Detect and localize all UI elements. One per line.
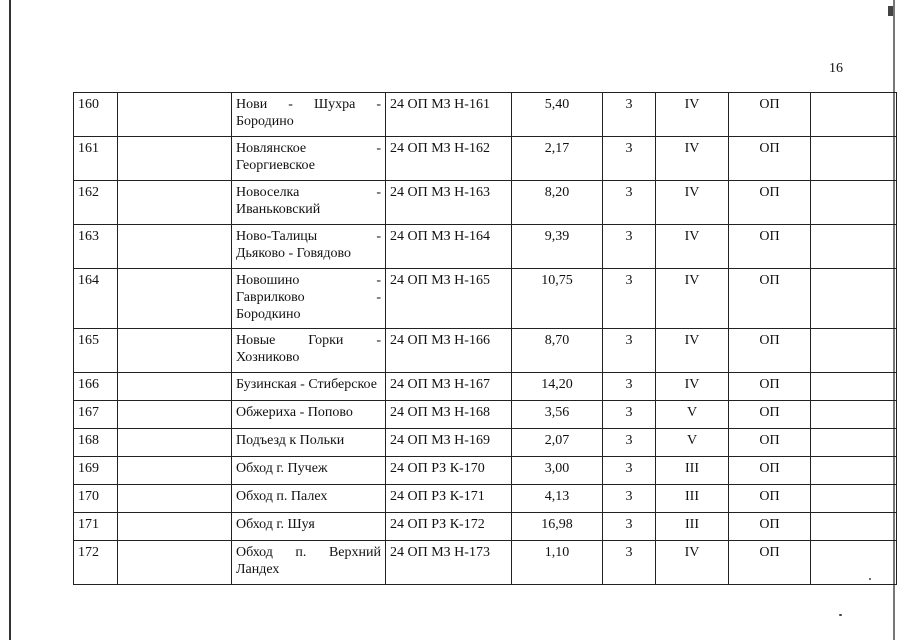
road-name-fragment: - (288, 97, 293, 112)
road-name-fragment: Верхний (328, 545, 381, 560)
empty-cell (811, 485, 897, 513)
road-code-cell: 24 ОП РЗ К-170 (386, 457, 512, 485)
road-name-fragment: - (376, 333, 381, 348)
page-number: 16 (829, 61, 843, 76)
length-km-cell: 3,56 (512, 401, 603, 429)
row-number-cell: 165 (74, 329, 118, 373)
road-name-fragment: Новоселка (236, 185, 300, 200)
road-code-cell: 24 ОП РЗ К-172 (386, 513, 512, 541)
significance-cell: ОП (729, 373, 811, 401)
significance-cell: ОП (729, 457, 811, 485)
road-name-line (236, 201, 381, 218)
category-cell: 3 (603, 541, 656, 585)
significance-cell: ОП (729, 429, 811, 457)
road-name-line (236, 245, 381, 262)
length-km-cell: 9,39 (512, 225, 603, 269)
empty-cell (118, 373, 232, 401)
row-number-cell: 163 (74, 225, 118, 269)
empty-cell (118, 485, 232, 513)
road-name-line (236, 228, 381, 245)
category-cell: 3 (603, 137, 656, 181)
road-class-cell: III (656, 485, 729, 513)
road-name-fragment: Иваньковский (236, 202, 321, 217)
table-row (74, 429, 897, 457)
empty-cell (118, 457, 232, 485)
row-number-cell: 170 (74, 485, 118, 513)
category-cell: 3 (603, 401, 656, 429)
empty-cell (811, 401, 897, 429)
road-name-line (236, 96, 381, 113)
road-name-fragment: Дьяково - Говядово (236, 246, 352, 261)
road-name-fragment: п. (295, 545, 307, 560)
road-name-fragment: - (376, 141, 381, 156)
length-km-cell: 10,75 (512, 269, 603, 329)
empty-cell (118, 329, 232, 373)
length-km-cell: 5,40 (512, 93, 603, 137)
empty-cell (811, 513, 897, 541)
table-row (74, 373, 897, 401)
length-km-cell: 8,70 (512, 329, 603, 373)
road-code-cell: 24 ОП МЗ Н-166 (386, 329, 512, 373)
scan-mark (888, 6, 893, 16)
significance-cell: ОП (729, 93, 811, 137)
significance-cell: ОП (729, 329, 811, 373)
road-name-fragment: Бородино (236, 114, 294, 129)
empty-cell (811, 137, 897, 181)
road-name-fragment: Бородкино (236, 307, 301, 322)
road-name-cell (232, 269, 386, 329)
table-row (74, 401, 897, 429)
row-number-cell: 168 (74, 429, 118, 457)
length-km-cell: 2,07 (512, 429, 603, 457)
empty-cell (811, 181, 897, 225)
significance-cell: ОП (729, 401, 811, 429)
significance-cell: ОП (729, 225, 811, 269)
roads-table (73, 92, 897, 585)
empty-cell (118, 401, 232, 429)
significance-cell: ОП (729, 541, 811, 585)
significance-cell: ОП (729, 269, 811, 329)
road-name-line (236, 349, 381, 366)
length-km-cell: 8,20 (512, 181, 603, 225)
road-name-cell (232, 401, 386, 429)
category-cell: 3 (603, 373, 656, 401)
road-class-cell: III (656, 513, 729, 541)
table-row (74, 485, 897, 513)
road-name-fragment: Ландех (236, 562, 280, 577)
road-name-fragment: Георгиевское (236, 158, 315, 173)
category-cell: 3 (603, 457, 656, 485)
road-name-fragment: Новошино (236, 273, 300, 288)
category-cell: 3 (603, 513, 656, 541)
category-cell: 3 (603, 329, 656, 373)
road-name-fragment: Ново-Талицы (236, 229, 318, 244)
road-class-cell: IV (656, 181, 729, 225)
road-name-fragment: Подъезд к Польки (236, 433, 345, 448)
road-class-cell: IV (656, 373, 729, 401)
length-km-cell: 4,13 (512, 485, 603, 513)
road-name-line (236, 332, 381, 349)
road-name-cell (232, 93, 386, 137)
road-name-fragment: Новые (236, 333, 276, 348)
road-name-line (236, 460, 381, 477)
table-row (74, 513, 897, 541)
road-code-cell: 24 ОП МЗ Н-167 (386, 373, 512, 401)
road-class-cell: IV (656, 269, 729, 329)
road-code-cell: 24 ОП МЗ Н-163 (386, 181, 512, 225)
road-name-line (236, 561, 381, 578)
length-km-cell: 14,20 (512, 373, 603, 401)
road-name-cell (232, 485, 386, 513)
empty-cell (811, 373, 897, 401)
empty-cell (118, 513, 232, 541)
road-name-line (236, 184, 381, 201)
length-km-cell: 16,98 (512, 513, 603, 541)
road-name-line (236, 140, 381, 157)
road-class-cell: IV (656, 225, 729, 269)
empty-cell (811, 225, 897, 269)
road-name-fragment: Обход п. Палех (236, 489, 328, 504)
road-code-cell: 24 ОП РЗ К-171 (386, 485, 512, 513)
road-name-cell (232, 429, 386, 457)
road-name-cell (232, 373, 386, 401)
road-name-line (236, 544, 381, 561)
table-row (74, 225, 897, 269)
row-number-cell: 169 (74, 457, 118, 485)
road-class-cell: V (656, 401, 729, 429)
road-name-line (236, 516, 381, 533)
table-row (74, 93, 897, 137)
row-number-cell: 162 (74, 181, 118, 225)
category-cell: 3 (603, 485, 656, 513)
length-km-cell: 2,17 (512, 137, 603, 181)
category-cell: 3 (603, 429, 656, 457)
road-name-cell (232, 513, 386, 541)
road-code-cell: 24 ОП МЗ Н-173 (386, 541, 512, 585)
empty-cell (811, 93, 897, 137)
significance-cell: ОП (729, 513, 811, 541)
road-code-cell: 24 ОП МЗ Н-165 (386, 269, 512, 329)
road-name-fragment: - (376, 229, 381, 244)
road-name-fragment: Бузинская - Стиберское (236, 377, 377, 392)
road-name-fragment: - (376, 97, 381, 112)
table-row (74, 137, 897, 181)
row-number-cell: 166 (74, 373, 118, 401)
road-name-fragment: - (376, 185, 381, 200)
category-cell: 3 (603, 225, 656, 269)
road-name-cell (232, 181, 386, 225)
road-name-cell (232, 541, 386, 585)
road-code-cell: 24 ОП МЗ Н-161 (386, 93, 512, 137)
empty-cell (118, 137, 232, 181)
table-row (74, 181, 897, 225)
road-name-fragment: Обход (236, 545, 273, 560)
empty-cell (118, 429, 232, 457)
road-name-fragment: Обход г. Пучеж (236, 461, 328, 476)
length-km-cell: 3,00 (512, 457, 603, 485)
empty-cell (811, 269, 897, 329)
road-name-cell (232, 329, 386, 373)
row-number-cell: 160 (74, 93, 118, 137)
row-number-cell: 161 (74, 137, 118, 181)
row-number-cell: 172 (74, 541, 118, 585)
category-cell: 3 (603, 181, 656, 225)
road-name-line (236, 289, 381, 306)
empty-cell (118, 181, 232, 225)
road-name-fragment: - (376, 290, 381, 305)
empty-cell (118, 541, 232, 585)
road-name-fragment: Нови (236, 97, 268, 112)
category-cell: 3 (603, 269, 656, 329)
road-name-fragment: Новлянское (236, 141, 307, 156)
road-code-cell: 24 ОП МЗ Н-169 (386, 429, 512, 457)
scan-speck (839, 614, 842, 616)
empty-cell (811, 429, 897, 457)
road-name-line (236, 157, 381, 174)
road-name-line (236, 376, 381, 393)
empty-cell (811, 329, 897, 373)
empty-cell (811, 541, 897, 585)
road-class-cell: V (656, 429, 729, 457)
road-name-line (236, 432, 381, 449)
road-class-cell: IV (656, 329, 729, 373)
road-code-cell: 24 ОП МЗ Н-168 (386, 401, 512, 429)
empty-cell (118, 93, 232, 137)
road-name-cell (232, 457, 386, 485)
row-number-cell: 171 (74, 513, 118, 541)
road-name-fragment: Шухра (313, 97, 356, 112)
road-code-cell: 24 ОП МЗ Н-162 (386, 137, 512, 181)
road-name-fragment: Обжериха - Попово (236, 405, 353, 420)
row-number-cell: 164 (74, 269, 118, 329)
road-name-fragment: Горки (308, 333, 344, 348)
road-name-fragment: Обход г. Шуя (236, 517, 315, 532)
empty-cell (811, 457, 897, 485)
road-name-line (236, 488, 381, 505)
road-class-cell: IV (656, 137, 729, 181)
scan-edge-line (9, 0, 11, 640)
length-km-cell: 1,10 (512, 541, 603, 585)
table-row (74, 457, 897, 485)
empty-cell (118, 225, 232, 269)
road-name-fragment: - (376, 273, 381, 288)
significance-cell: ОП (729, 485, 811, 513)
road-class-cell: IV (656, 93, 729, 137)
road-name-cell (232, 225, 386, 269)
category-cell: 3 (603, 93, 656, 137)
road-name-line (236, 272, 381, 289)
empty-cell (118, 269, 232, 329)
road-name-fragment: Хозниково (236, 350, 300, 365)
road-class-cell: IV (656, 541, 729, 585)
row-number-cell: 167 (74, 401, 118, 429)
table-row (74, 541, 897, 585)
road-name-fragment: Гаврилково (236, 290, 305, 305)
significance-cell: ОП (729, 137, 811, 181)
road-name-line (236, 306, 381, 323)
road-code-cell: 24 ОП МЗ Н-164 (386, 225, 512, 269)
table-row (74, 269, 897, 329)
road-name-line (236, 404, 381, 421)
table-row (74, 329, 897, 373)
road-class-cell: III (656, 457, 729, 485)
significance-cell: ОП (729, 181, 811, 225)
road-name-line (236, 113, 381, 130)
road-name-cell (232, 137, 386, 181)
